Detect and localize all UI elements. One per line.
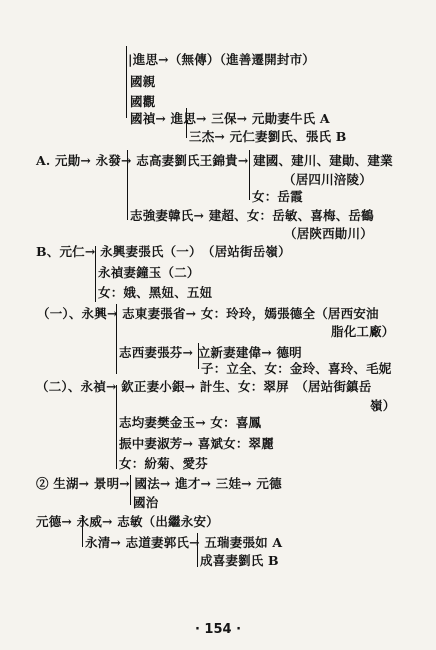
genealogy-line: 女：娥、黑妞、五妞 [98,285,213,300]
genealogy-line: 永清→ 志道妻郭氏→ 五瑞妻張如 A [85,535,283,550]
genealogy-line: 脂化工廠） [331,324,395,339]
genealogy-line: 志強妻韓氏→ 建超、女：岳敏、喜梅、岳鶴 [130,208,374,223]
genealogy-line: 嶺） [370,398,396,413]
genealogy-line: 女：岳霞 [252,189,303,204]
genealogy-line: 三杰→ 元仁妻劉氏、張氏 B [189,129,347,144]
genealogy-line: 永禎妻鐘玉（二） [98,265,200,280]
genealogy-line: （居陝西勛川） [284,226,373,241]
genealogy-line: 振中妻淑芳→ 喜斌女：翠麗 [119,436,274,451]
genealogy-line: 國治 [133,495,159,510]
genealogy-line: 國禎→ 進思→ 三保→ 元勛妻牛氏 A [130,111,330,126]
bracket-line [116,385,117,469]
genealogy-line: A. 元勛→ 永發→ 志高妻劉氏王錦貴→ 建國、建川、建勛、建業 [36,153,393,168]
genealogy-line: （二）、永禎→ 欽正妻小銀→ 計生、女：翠屏 （居站街鎮岳 [36,379,372,394]
genealogy-line: 國觀 [130,94,156,109]
genealogy-line: 志均妻樊金玉→ 女：喜鳳 [119,415,262,430]
genealogy-line: 國親 [130,74,156,89]
genealogy-line: 元德→ 永威→ 志敏（出繼永安） [36,514,219,529]
bracket-line [126,46,127,118]
genealogy-line: （一）、永興→ 志東妻張省→ 女：玲玲，嫣張德全（居西安油 [37,306,379,321]
genealogy-line: |進思→（無傳）（進善遷開封市） [128,52,315,67]
genealogy-line: 志西妻張芬→ 立新妻建偉→ 德明 [119,345,302,360]
page-number: · 154 · [194,622,242,637]
genealogy-line: B、元仁→ 永興妻張氏（一） （居站街岳嶺） [36,244,291,259]
genealogy-line: （居四川涪陵） [283,172,372,187]
genealogy-line: ② 生湖→ 景明→ 國法→ 進才→ 三娃→ 元德 [36,476,282,491]
genealogy-line: 女：紛菊、愛芬 [119,456,208,471]
genealogy-line: 子：立全、女：金玲、喜玲、毛妮 [201,361,392,376]
genealogy-line: 成喜妻劉氏 B [200,553,279,568]
